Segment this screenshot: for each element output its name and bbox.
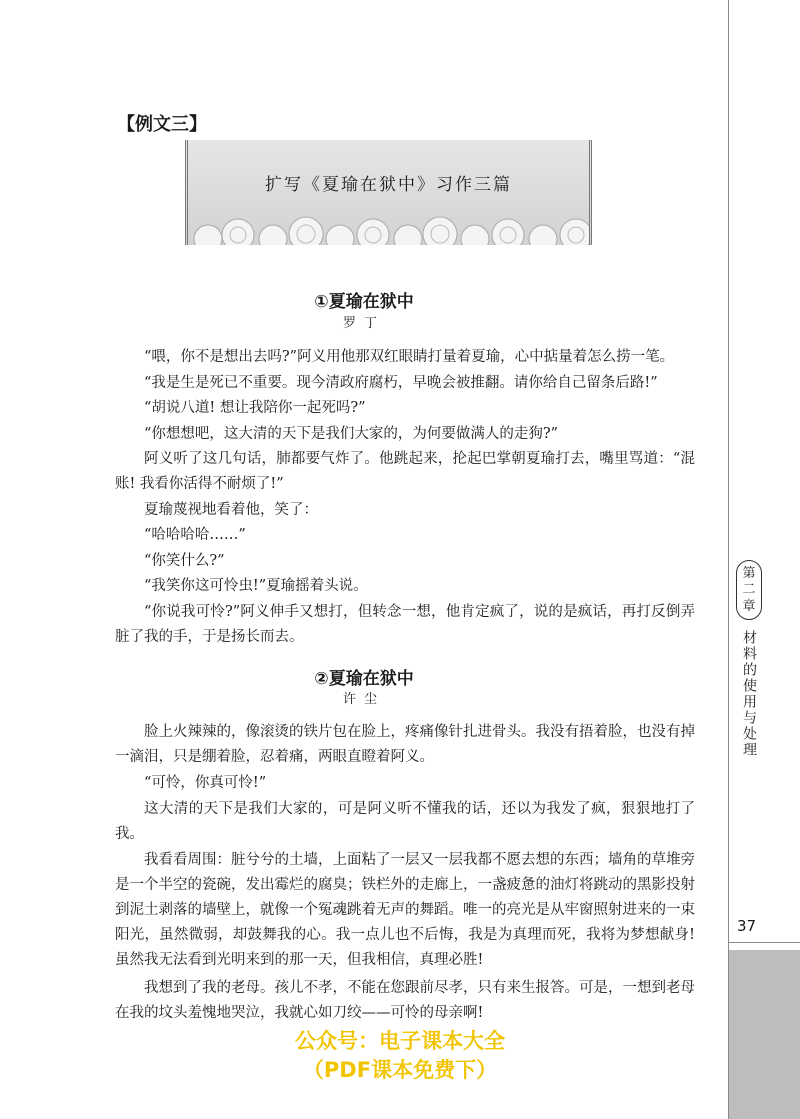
paragraph: “可怜，你真可怜!” [144, 775, 267, 791]
margin-divider [728, 560, 729, 950]
page-number: 37 [737, 917, 757, 935]
chapter-char: 二 [742, 582, 756, 598]
paragraph: 这大清的天下是我们大家的，可是阿义听不懂我的话，还以为我发了疯，狠狠地打了我。 [115, 801, 695, 842]
paragraph: “你笑什么?” [144, 553, 225, 569]
chapter-badge [736, 560, 762, 620]
section-label: 【例文三】 [117, 114, 207, 135]
paragraph: 阿义听了这几句话，肺都要气炸了。他跳起来，抡起巴掌朝夏瑜打去，嘴里骂道：“混账! 我看你活得不耐烦了!” [115, 451, 695, 492]
paragraph: 我看看周围：脏兮兮的土墙，上面粘了一层又一层我都不愿去想的东西；墙角的草堆旁是一个半空的瓷碗，发出霉烂的腐臭；铁栏外的走廊上，一盏疲惫的油灯将跳动的黑影投射到泥土剥落的墙壁上，就像一个冤魂跳着无声的舞蹈。唯一的亮光是从牢窗照射进来的一束阳光，虽然微弱，却鼓舞我的心。我一点儿也不后悔，我是为真理而死，我将为梦想献身! 虽然我无法看到光明来到的那一天，但我相信，真理必胜! [115, 852, 695, 968]
title-banner [185, 140, 592, 245]
paragraph: “哈哈哈哈……” [144, 527, 246, 543]
paragraph: “我笑你这可怜虫!”夏瑜摇着头说。 [144, 578, 368, 594]
watermark [0, 1027, 800, 1085]
essay1-author: 罗丁 [342, 316, 385, 331]
paragraph: “我是生是死已不重要。现今清政府腐朽，早晚会被推翻。请你给自己留条后路!” [144, 375, 658, 391]
cloud-pattern-decoration [188, 209, 589, 245]
essay1-title: ①夏瑜在狱中 [314, 292, 414, 312]
paragraph: 我想到了我的老母。孩儿不孝，不能在您跟前尽孝，只有来生报答。可是，一想到老母在我的坟头羞愧地哭泣，我就心如刀绞——可怜的母亲啊! [115, 980, 695, 1021]
watermark-line: （PDF课本免费下） [302, 1058, 498, 1082]
paragraph: “胡说八道! 想让我陪你一起死吗?” [144, 400, 366, 416]
right-margin-panel [728, 0, 800, 560]
banner-title: 扩写《夏瑜在狱中》习作三篇 [265, 175, 512, 195]
chapter-char: 章 [742, 599, 756, 615]
chapter-tab [731, 560, 767, 758]
paragraph: “你说我可怜?”阿义伸手又想打，但转念一想，他肯定疯了，说的是疯话，再打反倒弄脏了我的手，于是扬长而去。 [115, 604, 695, 645]
paragraph: 夏瑜蔑视地看着他，笑了： [144, 502, 318, 518]
paragraph: 脸上火辣辣的，像滚烫的铁片包在脸上，疼痛像针扎进骨头。我没有捂着脸，也没有掉一滴泪，只是绷着脸，忍着痛，两眼直瞪着阿义。 [115, 724, 695, 765]
essay2-author: 许尘 [342, 692, 385, 707]
page-number-rule [728, 942, 800, 943]
chapter-char: 第 [742, 565, 756, 581]
chapter-title: 材料的使用与处理 [741, 630, 757, 758]
paragraph: “喂，你不是想出去吗?”阿义用他那双红眼睛打量着夏瑜，心中掂量着怎么捞一笔。 [144, 349, 675, 365]
essay2-title: ②夏瑜在狱中 [314, 669, 414, 689]
watermark-line: 公众号：电子课本大全 [295, 1029, 505, 1053]
paragraph: “你想想吧，这大清的天下是我们大家的，为何要做满人的走狗?” [144, 426, 559, 442]
